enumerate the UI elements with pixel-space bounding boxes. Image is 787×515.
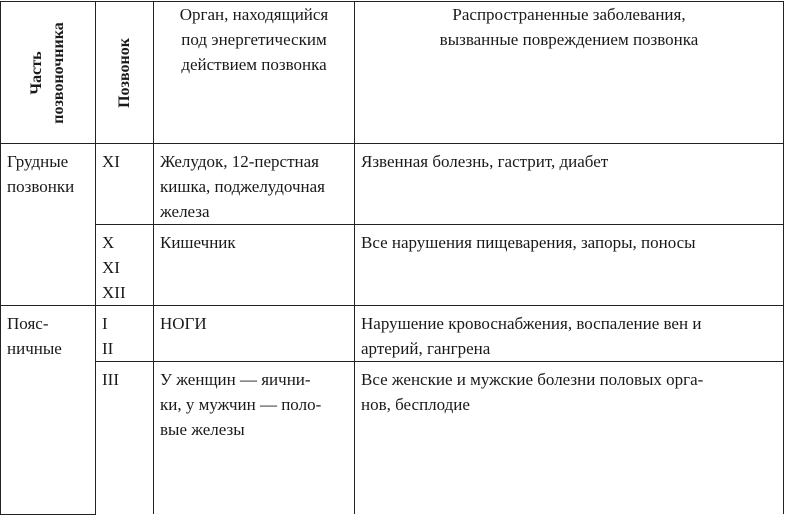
header-diseases-line: Распространенные заболевания, <box>452 5 686 24</box>
cell-organ <box>154 306 355 362</box>
header-part-line: позвоночника <box>50 21 67 124</box>
header-diseases-line: вызванные повреждением позвонка <box>439 30 699 49</box>
cell-organ <box>154 144 355 225</box>
cell-vertebra <box>96 362 154 515</box>
cell-organ <box>154 362 355 515</box>
part-line: Грудные <box>7 152 69 171</box>
header-organ <box>154 2 355 144</box>
table-row <box>1 225 784 306</box>
header-part-line: Часть <box>28 50 45 95</box>
table-row <box>1 306 784 362</box>
header-vertebra-label: Позвонок <box>115 37 133 108</box>
cell-diseases <box>355 144 784 225</box>
diseases-line: нов, бесплодие <box>361 395 470 414</box>
cell-vertebra <box>96 144 154 225</box>
vertebra-line: XII <box>102 283 126 302</box>
header-organ-line: под энергетическим <box>181 30 327 49</box>
part-line: Пояс- <box>7 314 49 333</box>
organ-line: Желудок, 12-перстная <box>160 152 319 171</box>
vertebra-line: X <box>102 233 115 252</box>
part-line: ничные <box>7 339 62 358</box>
diseases-line: Все женские и мужские болезни половых орга- <box>361 370 704 389</box>
cell-diseases <box>355 225 784 306</box>
organ-line: ки, у мужчин — поло- <box>160 395 322 414</box>
table-row <box>1 362 784 515</box>
part-line: позвонки <box>7 177 75 196</box>
diseases-line: Все нарушения пищеварения, запоры, поносы <box>361 233 696 252</box>
table-row <box>1 144 784 225</box>
vertebra-line: XI <box>102 258 120 277</box>
organ-line: железа <box>160 202 210 221</box>
diseases-line: Язвенная болезнь, гастрит, диабет <box>361 152 609 171</box>
table-header-row <box>1 2 784 144</box>
header-vertebra <box>96 2 154 144</box>
cell-diseases <box>355 306 784 362</box>
diseases-line: артерий, гангрена <box>361 339 491 358</box>
organ-line: кишка, поджелудочная <box>160 177 325 196</box>
header-diseases <box>355 2 784 144</box>
cell-part <box>1 306 96 515</box>
vertebra-line: II <box>102 339 114 358</box>
cell-vertebra <box>96 225 154 306</box>
organ-line: НОГИ <box>160 314 207 333</box>
header-part <box>1 2 96 144</box>
vertebra-line: I <box>102 314 108 333</box>
organ-line: вые железы <box>160 420 245 439</box>
cell-organ <box>154 225 355 306</box>
cell-part <box>1 144 96 306</box>
cell-diseases <box>355 362 784 515</box>
header-organ-line: Орган, находящийся <box>179 5 329 24</box>
vertebra-line: III <box>102 370 119 389</box>
vertebrae-table <box>0 1 784 515</box>
diseases-line: Нарушение кровоснабжения, воспаление вен и <box>361 314 702 333</box>
cell-vertebra <box>96 306 154 362</box>
vertebra-line: XI <box>102 152 120 171</box>
organ-line: Кишечник <box>160 233 236 252</box>
organ-line: У женщин — яични- <box>160 370 311 389</box>
header-organ-line: действием позвонка <box>181 55 327 74</box>
